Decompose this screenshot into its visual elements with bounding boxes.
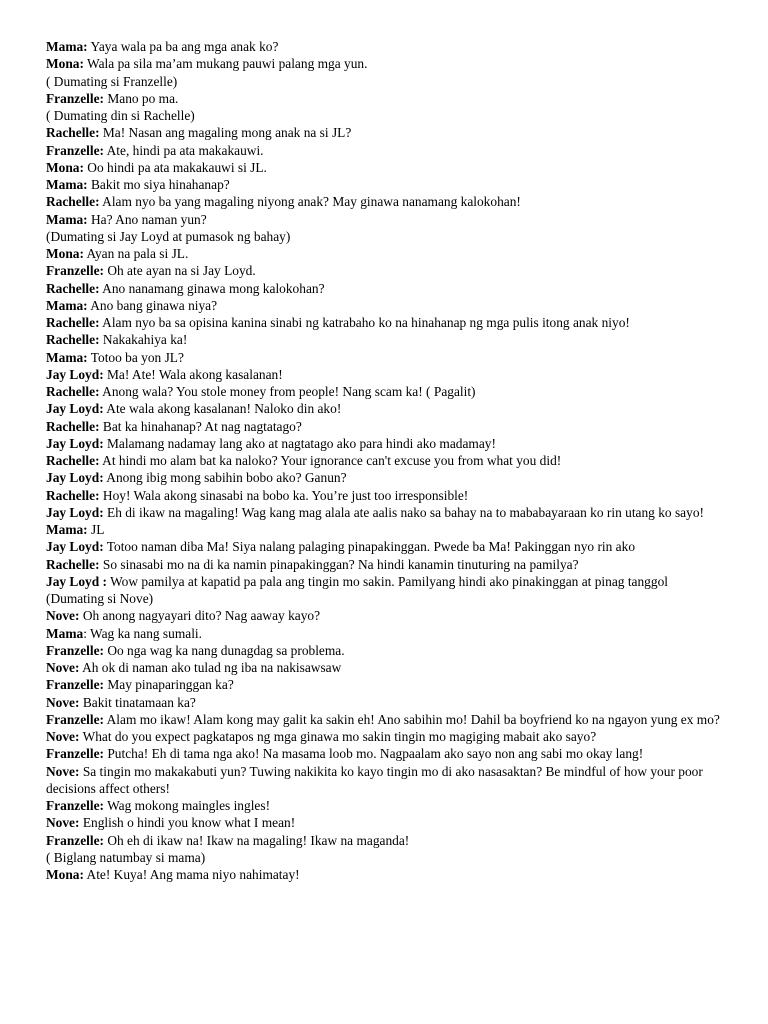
dialogue-text: Totoo ba yon JL? <box>87 349 184 365</box>
dialogue-text: Eh di ikaw na magaling! Wag kang mag alala ate aalis nako sa bahay na to mababayaraan ko rin utang ko sayo! <box>103 504 704 520</box>
dialogue-text: Oo nga wag ka nang dunagdag sa problema. <box>104 642 345 658</box>
dialogue-line <box>46 245 736 262</box>
dialogue-line <box>46 694 736 711</box>
dialogue-text: Wag mokong maingles ingles! <box>104 798 271 813</box>
dialogue-line <box>46 124 736 141</box>
dialogue-text: Wow pamilya at kapatid pa pala ang tingin mo sakin. Pamilyang hindi ako pinakinggan at pinag tanggol <box>107 573 668 589</box>
dialogue-line <box>46 38 736 55</box>
dialogue-line <box>46 262 736 279</box>
dialogue-text: Alam nyo ba sa opisina kanina sinabi ng katrabaho ko na hinahanap ng mga pulis itong anak niyo! <box>99 315 630 330</box>
dialogue-line <box>46 331 736 348</box>
dialogue-text: Malamang nadamay lang ako at nagtatago ako para hindi ako madamay! <box>103 435 496 451</box>
dialogue-text: Ate wala akong kasalanan! Naloko din ako! <box>103 401 342 417</box>
dialogue-text: At hindi mo alam bat ka naloko? Your ignorance can't excuse you from what you did! <box>99 453 562 468</box>
dialogue-line <box>46 142 736 159</box>
speaker-name: Franzelle: <box>46 798 104 813</box>
dialogue-line <box>46 625 736 642</box>
dialogue-text: Hoy! Wala akong sinasabi na bobo ka. You’re just too irresponsible! <box>99 487 469 503</box>
dialogue-line <box>46 849 736 866</box>
speaker-name: Franzelle: <box>46 832 104 848</box>
dialogue-line <box>46 504 736 521</box>
speaker-name: Nove: <box>46 694 80 710</box>
speaker-name: Franzelle: <box>46 642 104 658</box>
dialogue-line <box>46 556 736 573</box>
dialogue-line <box>46 418 736 435</box>
dialogue-line <box>46 107 736 124</box>
dialogue-line <box>46 314 736 331</box>
speaker-name: Rachelle: <box>46 125 100 141</box>
speaker-name: Rachelle: <box>46 384 100 399</box>
speaker-name: Jay Loyd: <box>46 470 104 486</box>
dialogue-text: May pinaparinggan ka? <box>104 677 234 693</box>
dialogue-line <box>46 193 736 210</box>
speaker-name: Franzelle: <box>46 142 104 158</box>
dialogue-text: Wala pa sila ma’am mukang pauwi palang mga yun. <box>83 56 368 72</box>
dialogue-line <box>46 280 736 297</box>
dialogue-text: English o hindi you know what I mean! <box>79 815 296 831</box>
speaker-name: Nove: <box>46 815 80 831</box>
speaker-name: Mama: <box>46 297 88 313</box>
script-page <box>46 38 736 883</box>
dialogue-line <box>46 55 736 72</box>
dialogue-text: Oh eh di ikaw na! Ikaw na magaling! Ikaw na maganda! <box>104 832 410 848</box>
speaker-name: Nove: <box>46 660 80 675</box>
dialogue-text: Ah ok di naman ako tulad ng iba na nakisawsaw <box>79 660 342 675</box>
dialogue-text: Bakit mo siya hinahanap? <box>87 177 230 192</box>
dialogue-text: Sa tingin mo makakabuti yun? Tuwing nakikita ko kayo tingin mo di ako nasasaktan? Be mindful of how your poor decisions affect others! <box>46 763 703 796</box>
dialogue-text: Bakit tinatamaan ka? <box>79 694 196 710</box>
stage-direction: ( Dumating si Franzelle) <box>46 73 178 89</box>
speaker-name: Mama: <box>46 522 88 537</box>
dialogue-text: Bat ka hinahanap? At nag nagtatago? <box>99 418 302 434</box>
stage-direction: ( Biglang natumbay si mama) <box>46 849 206 865</box>
dialogue-line <box>46 73 736 90</box>
dialogue-text: JL <box>87 522 105 537</box>
speaker-name: Rachelle: <box>46 315 100 330</box>
dialogue-text: Putcha! Eh di tama nga ako! Na masama loob mo. Nagpaalam ako sayo non ang sabi mo okay lang! <box>104 746 644 762</box>
dialogue-line <box>46 176 736 193</box>
dialogue-line <box>46 866 736 883</box>
dialogue-line <box>46 728 736 745</box>
dialogue-line <box>46 435 736 452</box>
dialogue-text: Yaya wala pa ba ang mga anak ko? <box>87 39 279 54</box>
speaker-name: Nove: <box>46 763 80 779</box>
dialogue-line <box>46 400 736 417</box>
speaker-name: Franzelle: <box>46 746 104 762</box>
dialogue-text: : Wag ka nang sumali. <box>83 625 202 641</box>
dialogue-line <box>46 469 736 486</box>
speaker-name: Rachelle: <box>46 194 100 210</box>
dialogue-text: What do you expect pagkatapos ng mga ginawa mo sakin tingin mo magiging mabait ako sayo? <box>79 729 597 744</box>
dialogue-line <box>46 366 736 383</box>
dialogue-text: Ma! Ate! Wala akong kasalanan! <box>103 366 283 382</box>
dialogue-text: Ha? Ano naman yun? <box>87 211 207 227</box>
speaker-name: Jay Loyd : <box>46 573 108 589</box>
dialogue-line <box>46 487 736 504</box>
speaker-name: Mona: <box>46 867 84 882</box>
dialogue-line <box>46 349 736 366</box>
speaker-name: Jay Loyd: <box>46 539 104 555</box>
dialogue-line <box>46 228 736 245</box>
dialogue-line <box>46 763 736 798</box>
speaker-name: Jay Loyd: <box>46 435 104 451</box>
speaker-name: Mona: <box>46 159 84 175</box>
speaker-name: Mama: <box>46 349 88 365</box>
dialogue-line <box>46 538 736 555</box>
dialogue-line <box>46 159 736 176</box>
speaker-name: Mama <box>46 625 84 641</box>
dialogue-text: Ma! Nasan ang magaling mong anak na si JL? <box>99 125 352 141</box>
dialogue-text: Ate! Kuya! Ang mama niyo nahimatay! <box>83 867 300 882</box>
dialogue-line <box>46 297 736 314</box>
stage-direction: (Dumating si Nove) <box>46 591 154 606</box>
speaker-name: Mama: <box>46 177 88 192</box>
dialogue-text: Ayan na pala si JL. <box>83 246 189 261</box>
dialogue-line <box>46 676 736 693</box>
dialogue-line <box>46 711 736 728</box>
dialogue-line <box>46 383 736 400</box>
dialogue-text: Anong ibig mong sabihin bobo ako? Ganun? <box>103 470 347 486</box>
speaker-name: Franzelle: <box>46 677 104 693</box>
dialogue-line <box>46 211 736 228</box>
speaker-name: Mama: <box>46 211 88 227</box>
speaker-name: Mona: <box>46 246 84 261</box>
dialogue-line <box>46 642 736 659</box>
dialogue-text: Alam nyo ba yang magaling niyong anak? May ginawa nanamang kalokohan! <box>99 194 521 210</box>
dialogue-text: Oh anong nagyayari dito? Nag aaway kayo? <box>79 608 321 624</box>
dialogue-line <box>46 797 736 814</box>
speaker-name: Franzelle: <box>46 711 104 727</box>
speaker-name: Mona: <box>46 56 84 72</box>
dialogue-line <box>46 590 736 607</box>
dialogue-text: Mano po ma. <box>104 90 179 106</box>
stage-direction: (Dumating si Jay Loyd at pumasok ng bahay) <box>46 228 291 244</box>
speaker-name: Nove: <box>46 729 80 744</box>
dialogue-text: Alam mo ikaw! Alam kong may galit ka sakin eh! Ano sabihin mo! Dahil ba boyfriend ko na ngayon yung ex mo? <box>104 711 720 727</box>
dialogue-line <box>46 659 736 676</box>
speaker-name: Rachelle: <box>46 418 100 434</box>
speaker-name: Rachelle: <box>46 556 100 572</box>
stage-direction: ( Dumating din si Rachelle) <box>46 108 195 123</box>
speaker-name: Jay Loyd: <box>46 401 104 417</box>
dialogue-line <box>46 452 736 469</box>
speaker-name: Rachelle: <box>46 332 100 348</box>
speaker-name: Nove: <box>46 608 80 624</box>
dialogue-text: Totoo naman diba Ma! Siya nalang palaging pinapakinggan. Pwede ba Ma! Pakinggan nyo rin ako <box>103 539 636 555</box>
dialogue-line <box>46 814 736 831</box>
dialogue-text: Ano bang ginawa niya? <box>87 297 218 313</box>
speaker-name: Mama: <box>46 39 88 54</box>
dialogue-text: Anong wala? You stole money from people! Nang scam ka! ( Pagalit) <box>99 384 476 399</box>
dialogue-line <box>46 90 736 107</box>
dialogue-text: So sinasabi mo na di ka namin pinapakinggan? Na hindi kanamin tinuturing na pamilya? <box>99 556 579 572</box>
dialogue-line <box>46 607 736 624</box>
dialogue-text: Oo hindi pa ata makakauwi si JL. <box>83 159 267 175</box>
dialogue-text: Ate, hindi pa ata makakauwi. <box>104 142 264 158</box>
dialogue-line <box>46 832 736 849</box>
dialogue-text: Oh ate ayan na si Jay Loyd. <box>104 263 256 279</box>
dialogue-text: Nakakahiya ka! <box>99 332 188 348</box>
dialogue-text: Ano nanamang ginawa mong kalokohan? <box>99 280 325 296</box>
dialogue-line <box>46 521 736 538</box>
speaker-name: Jay Loyd: <box>46 366 104 382</box>
speaker-name: Rachelle: <box>46 280 100 296</box>
speaker-name: Rachelle: <box>46 453 100 468</box>
dialogue-line <box>46 745 736 762</box>
speaker-name: Franzelle: <box>46 90 104 106</box>
speaker-name: Franzelle: <box>46 263 104 279</box>
dialogue-line <box>46 573 736 590</box>
speaker-name: Rachelle: <box>46 487 100 503</box>
speaker-name: Jay Loyd: <box>46 504 104 520</box>
